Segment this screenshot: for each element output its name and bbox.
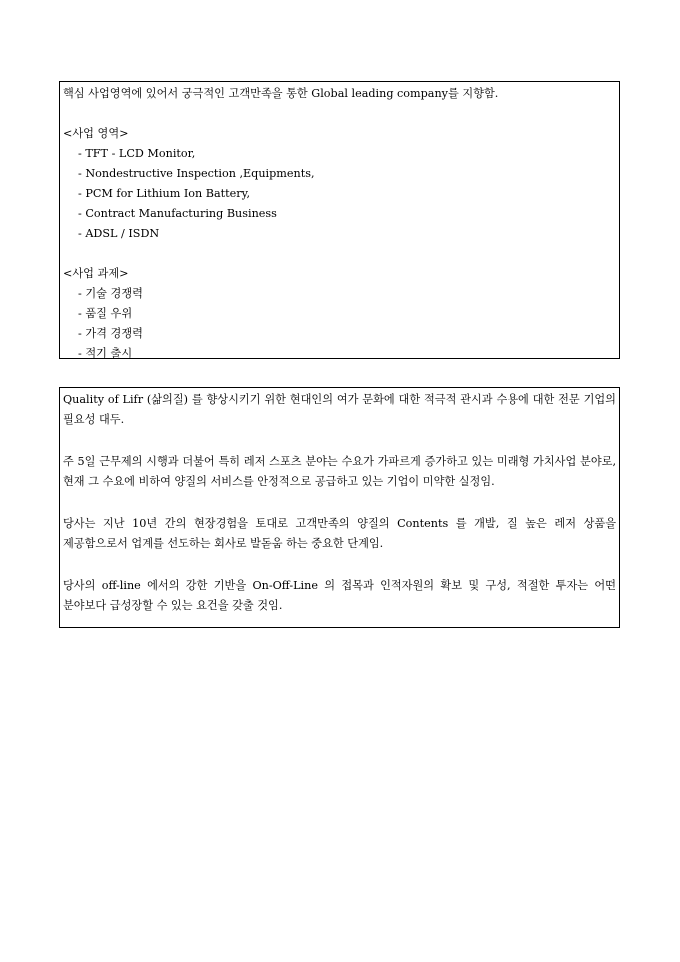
business-overview-box: [59, 81, 620, 359]
spacer: [63, 492, 616, 514]
area-item: - PCM for Lithium Ion Battery,: [78, 187, 251, 200]
paragraph-online-offline: 당사의 off-line 에서의 강한 기반을 On-Off-Line 의 접목과 인적자원의 확보 및 구성, 적절한 투자는 어떤 분야보다 급성장할 수 있는 요건을 갖출 것임.: [63, 579, 616, 612]
area-item: - Nondestructive Inspection ,Equipments,: [78, 167, 315, 180]
task-item: - 기술 경쟁력: [78, 287, 143, 300]
tasks-heading: <사업 과제>: [63, 267, 129, 280]
paragraph-quality-of-life: Quality of Lifr (삶의질) 를 향상시키기 위한 현대인의 여가 문화에 대한 적극적 관시과 수용에 대한 전문 기업의 필요성 대두.: [63, 393, 616, 426]
spacer: [63, 554, 616, 576]
area-item: - TFT - LCD Monitor,: [78, 147, 196, 160]
spacer: [63, 430, 616, 452]
task-item: - 품질 우위: [78, 307, 133, 320]
intro-text: 핵심 사업영역에 있어서 궁극적인 고객만족을 통한 Global leading company를 지향함.: [63, 87, 499, 100]
paragraph-leisure-demand: 주 5일 근무제의 시행과 더불어 특히 레저 스포츠 분야는 수요가 가파르게 증가하고 있는 미래형 가치사업 분야로, 현재 그 수요에 비하여 양질의 서비스를 안정적으로 공급하고 있는 기업이 미약한 실정임.: [63, 455, 616, 488]
paragraph-company-experience: 당사는 지난 10년 간의 현장경험을 토대로 고객만족의 양질의 Contents 를 개발, 질 높은 레저 상품을 제공함으로서 업계를 선도하는 회사로 발돋움 하는 중요한 단계임.: [63, 517, 616, 550]
area-item: - Contract Manufacturing Business: [78, 207, 277, 220]
area-item: - ADSL / ISDN: [78, 227, 160, 240]
spacer: [63, 104, 616, 124]
market-rationale-box: [59, 387, 620, 628]
task-item: - 적기 출시: [78, 347, 133, 359]
areas-heading: <사업 영역>: [63, 127, 129, 140]
task-item: - 가격 경쟁력: [78, 327, 143, 340]
spacer: [63, 244, 616, 264]
